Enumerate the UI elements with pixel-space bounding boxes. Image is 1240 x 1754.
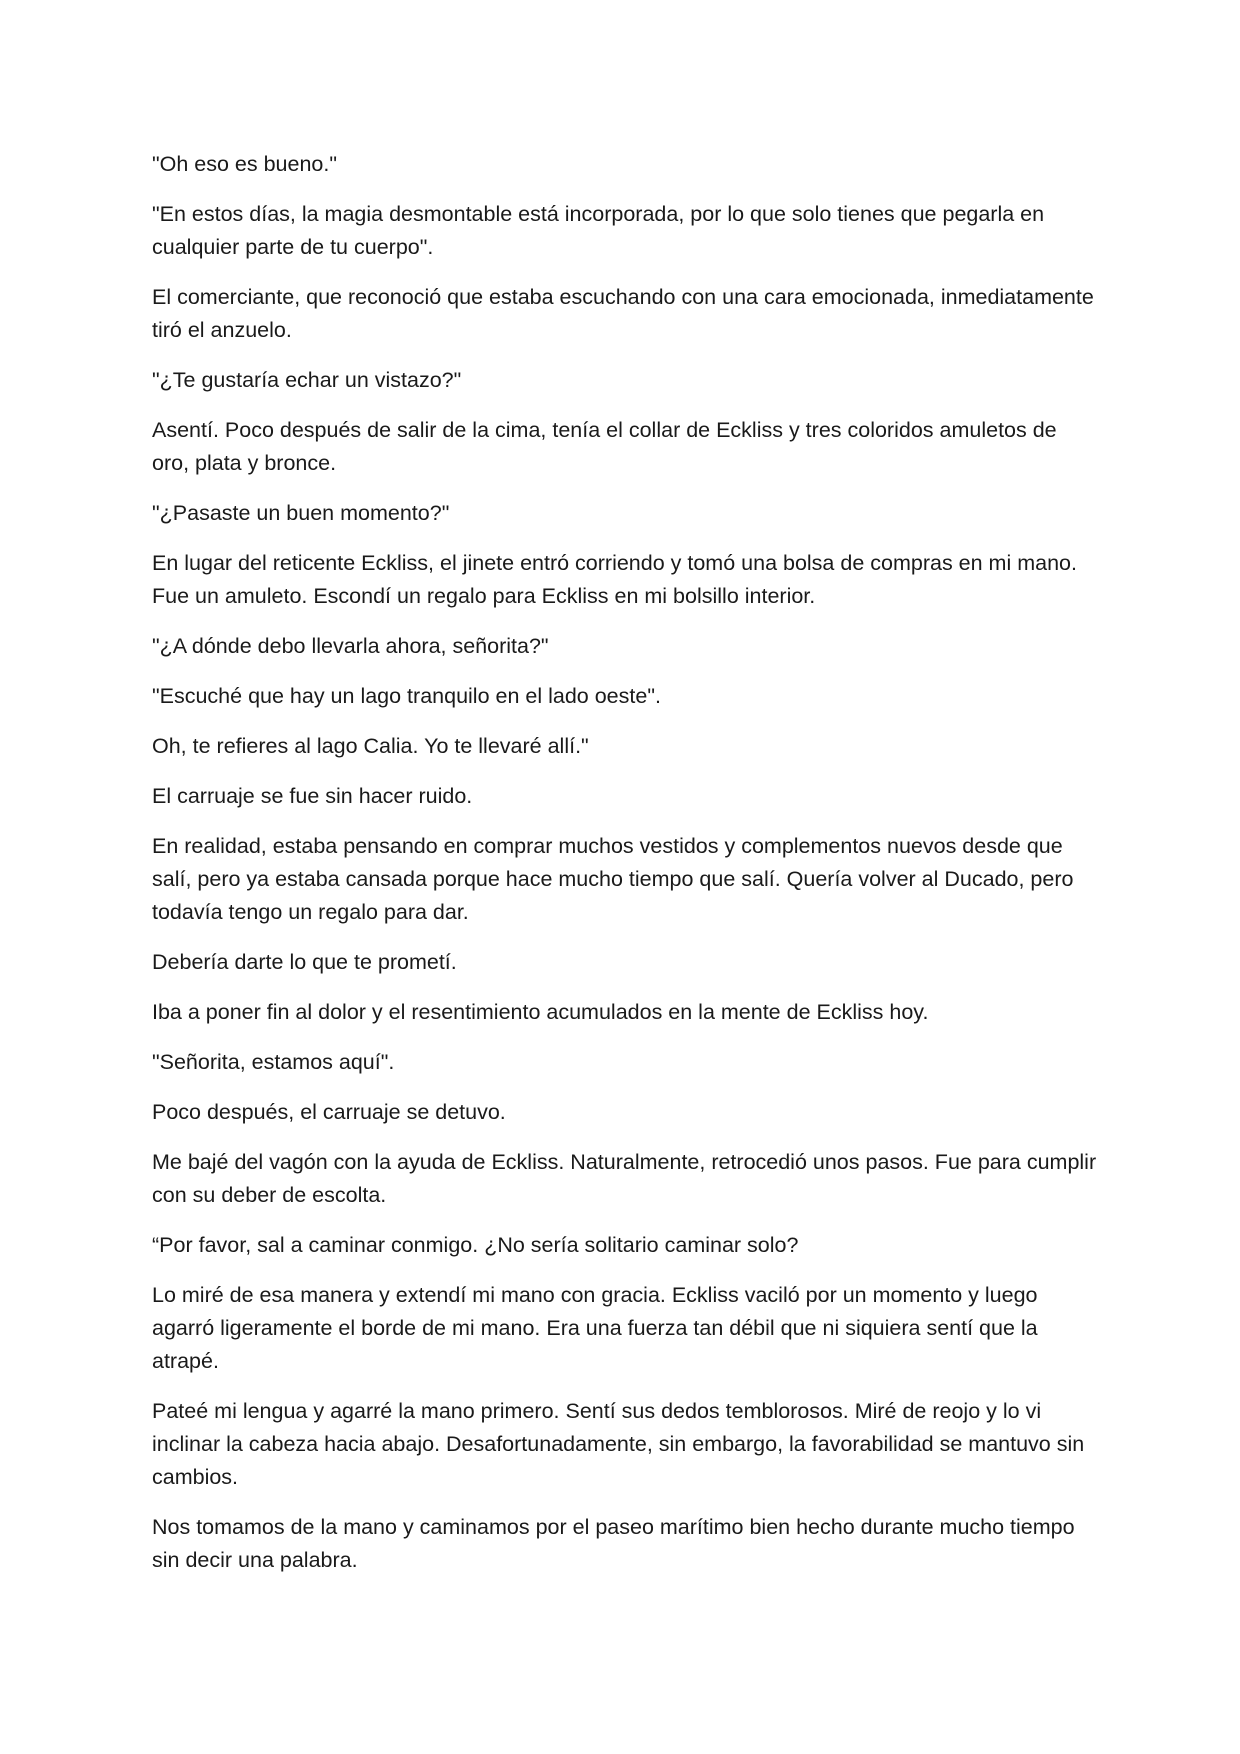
paragraph: Asentí. Poco después de salir de la cima, tenía el collar de Eckliss y tres coloridos amuletos de oro, plata y bronce. [152, 418, 1057, 475]
paragraph: El comerciante, que reconoció que estaba escuchando con una cara emocionada, inmediatamente tiró el anzuelo. [152, 285, 1094, 342]
paragraph: Lo miré de esa manera y extendí mi mano con gracia. Eckliss vaciló por un momento y luego agarró ligeramente el borde de mi mano. Era una fuerza tan débil que ni siquiera sentí que la atrapé. [152, 1283, 1038, 1373]
paragraph: Iba a poner fin al dolor y el resentimiento acumulados en la mente de Eckliss hoy. [152, 1000, 929, 1024]
paragraph: En lugar del reticente Eckliss, el jinete entró corriendo y tomó una bolsa de compras en mi mano. Fue un amuleto. Escondí un regalo para Eckliss en mi bolsillo interior. [152, 551, 1077, 608]
paragraph: "¿Te gustaría echar un vistazo?" [152, 368, 462, 392]
paragraph: "¿A dónde debo llevarla ahora, señorita?" [152, 634, 549, 658]
paragraph: "Escuché que hay un lago tranquilo en el lado oeste". [152, 684, 661, 708]
paragraph: "En estos días, la magia desmontable está incorporada, por lo que solo tienes que pegarla en cualquier parte de tu cuerpo". [152, 202, 1045, 259]
paragraph: Nos tomamos de la mano y caminamos por el paseo marítimo bien hecho durante mucho tiempo sin decir una palabra. [152, 1515, 1075, 1572]
paragraph: Pateé mi lengua y agarré la mano primero. Sentí sus dedos temblorosos. Miré de reojo y lo vi inclinar la cabeza hacia abajo. Desafortunadamente, sin embargo, la favorabilidad se mantuvo sin cambios. [152, 1399, 1085, 1489]
paragraph: El carruaje se fue sin hacer ruido. [152, 784, 473, 808]
paragraph: Oh, te refieres al lago Calia. Yo te llevaré allí." [152, 734, 589, 758]
paragraph: "Señorita, estamos aquí". [152, 1050, 395, 1074]
document-body [152, 148, 1098, 1594]
paragraph: Me bajé del vagón con la ayuda de Eckliss. Naturalmente, retrocedió unos pasos. Fue para cumplir con su deber de escolta. [152, 1150, 1097, 1207]
paragraph: “Por favor, sal a caminar conmigo. ¿No sería solitario caminar solo? [152, 1233, 799, 1257]
paragraph: "¿Pasaste un buen momento?" [152, 501, 450, 525]
paragraph: "Oh eso es bueno." [152, 152, 337, 176]
paragraph: Debería darte lo que te prometí. [152, 950, 457, 974]
paragraph: Poco después, el carruaje se detuvo. [152, 1100, 506, 1124]
paragraph: En realidad, estaba pensando en comprar muchos vestidos y complementos nuevos desde que salí, pero ya estaba cansada porque hace mucho tiempo que salí. Quería volver al Ducado, pero todavía tengo un regalo para dar. [152, 834, 1074, 924]
